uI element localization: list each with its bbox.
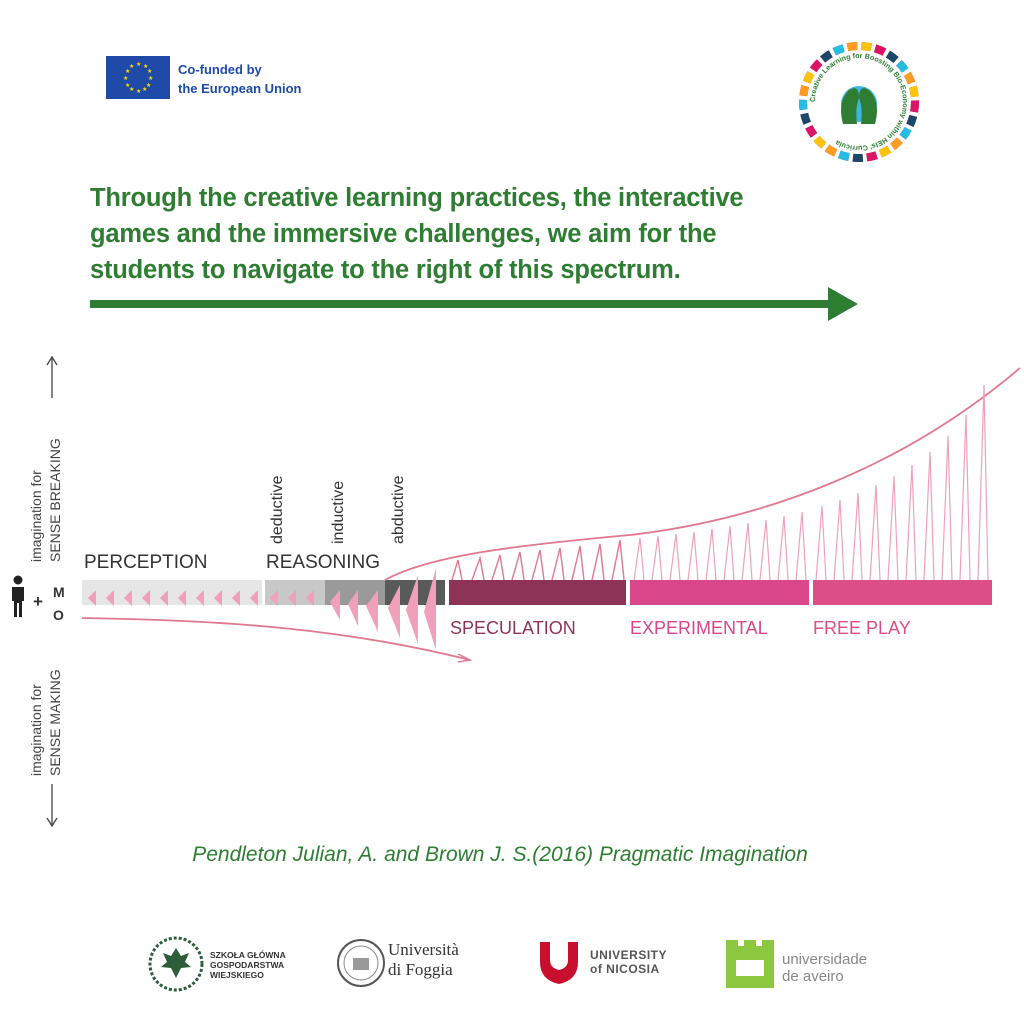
aveiro-line-1: universidade [782,951,868,968]
axis-sense-breaking [28,357,63,562]
headline-line-3: students to navigate to the right of this spectrum. [90,256,681,284]
foggia-line-1: Università [388,940,459,959]
speculation-spikes [452,540,624,580]
reason-deductive: deductive [269,475,286,544]
stage-experimental: EXPERIMENTAL [630,618,768,638]
axis-top-line-1: imagination for [28,470,44,562]
mo-top-letter: M [53,584,65,600]
speculation-band [449,580,626,605]
headline-line-1: Through the creative learning practices, the interactive [90,184,744,212]
eu-flag-logo [106,56,170,99]
svg-text:★: ★ [146,83,152,89]
nicosia-shield-logo [538,940,580,986]
plus-sign: + [33,592,43,611]
sggw-crest-logo [148,936,204,992]
sggw-line-3: WIEJSKIEGO [210,970,264,980]
eu-funding-text [178,60,302,98]
svg-text:★: ★ [129,64,135,70]
eu-line-1: Co-funded by [178,62,262,77]
direction-arrow [88,284,860,324]
svg-text:★: ★ [148,76,154,82]
svg-text:★: ★ [136,62,142,68]
aveiro-line-2: de aveiro [782,968,844,985]
free-play-band [813,580,992,605]
citation: Pendleton Julian, A. and Brown J. S.(2016) Pragmatic Imagination [192,843,808,866]
project-logo [795,38,923,166]
imagination-spectrum-diagram [0,340,1024,840]
foggia-seal-logo [336,938,386,988]
svg-text:★: ★ [123,76,129,82]
sggw-name [210,950,286,980]
headline [90,180,870,288]
headline-line-2: games and the immersive challenges, we aim for the [90,220,717,248]
sggw-line-1: SZKOŁA GŁÓWNA [210,950,286,960]
axis-sense-making [28,669,63,826]
aveiro-logo [724,938,776,990]
eu-line-2: the European Union [178,81,302,96]
person-icon [12,576,24,618]
stage-perception: PERCEPTION [84,552,208,573]
nicosia-line-2: of NICOSIA [590,962,660,976]
reason-inductive: inductive [330,480,347,544]
svg-text:★: ★ [147,69,153,75]
axis-top-line-2: SENSE BREAKING [47,438,63,562]
project-logo-text: Creative Learning for Boosting Bio-Economy within HEIs' Curricula [807,50,911,154]
experimental-spikes [634,385,988,580]
stage-free-play: FREE PLAY [813,618,911,638]
foggia-name [388,940,459,980]
aveiro-name [782,951,867,985]
svg-text:★: ★ [142,87,148,93]
svg-text:★: ★ [129,87,135,93]
svg-text:★: ★ [125,69,131,75]
reason-abductive: abductive [390,475,407,544]
nicosia-name [590,948,667,976]
nicosia-line-1: UNIVERSITY [590,948,668,962]
mo-bottom-letter: O [53,607,64,623]
svg-text:★: ★ [125,83,131,89]
foggia-line-2: di Foggia [388,960,453,979]
perception-band [82,580,262,605]
axis-bottom-line-2: SENSE MAKING [47,669,63,776]
stage-reasoning: REASONING [266,552,381,573]
sggw-line-2: GOSPODARSTWA [210,960,285,970]
svg-text:★: ★ [136,89,142,95]
experimental-band [630,580,809,605]
axis-bottom-line-1: imagination for [28,684,44,776]
stage-speculation: SPECULATION [450,618,576,638]
sense-breaking-curve [385,368,1020,580]
svg-text:★: ★ [143,64,149,70]
